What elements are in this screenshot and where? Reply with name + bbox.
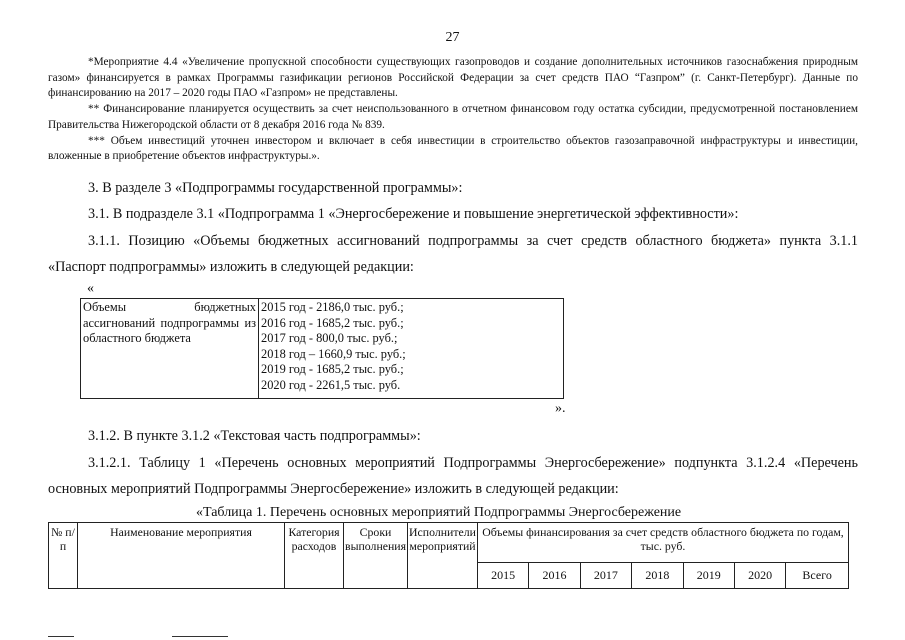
passport-years [259,299,564,399]
footnote-3: *** Объем инвестиций уточнен инвестором и включает в себя инвестиции в строительство объектов газозаправочной инфраструктуры и инвестиции, вложенные в приобретение объектов инфраструктуры.». [48,134,858,163]
passport-year-line: 2016 год - 1685,2 тыс. руб.; [261,315,404,330]
measures-table [48,522,849,589]
paragraph-section-3: 3. В разделе 3 «Подпрограммы государственной программы»: [88,180,463,196]
page-number: 27 [445,30,460,45]
header-year: 2015 [477,563,528,589]
table-continuation-line [172,636,228,637]
paragraph-3-1-2-1-line-2: основных мероприятий Подпрограммы Энергосбережение» изложить в следующей редакции: [48,481,619,497]
paragraph-subsection-3-1: 3.1. В подразделе 3.1 «Подпрограмма 1 «Энергосбережение и повышение энергетической эффективности»: [88,206,739,222]
header-total: Всего [786,563,849,589]
paragraph-3-1-1-line-2: «Паспорт подпрограммы» изложить в следующей редакции: [48,259,414,275]
passport-year-line: 2020 год - 2261,5 тыс. руб. [261,377,401,392]
header-number: № п/п [49,523,78,589]
header-executors: Исполнители мероприятий [408,523,478,589]
passport-year-line: 2017 год - 800,0 тыс. руб.; [261,331,398,345]
passport-year-line: 2019 год - 1685,2 тыс. руб.; [261,362,404,376]
quote-close: ». [555,401,566,416]
passport-year-line: 2015 год - 2186,0 тыс. руб.; [261,300,404,314]
header-terms: Сроки выполнения [344,523,408,589]
header-category: Категория расходов [285,523,344,589]
header-year: 2017 [580,563,631,589]
header-name: Наименование мероприятия [78,523,285,589]
paragraph-3-1-2-1-line-1: 3.1.2.1. Таблицу 1 «Перечень основных мероприятий Подпрограммы Энергосбережение» подпункта 3.1.2.4 «Перечень [88,455,858,471]
header-financing: Объемы финансирования за счет средств областного бюджета по годам, тыс. руб. [477,523,848,563]
passport-table [80,298,564,399]
header-year: 2016 [529,563,580,589]
footnote-1: *Мероприятие 4.4 «Увеличение пропускной способности существующих газопроводов и создание дополнительных источников газоснабжения природным газом» финансируется в рамках Программы газификации регионов Российской Федерации за счет средств ПАО “Газпром” (г. Санкт-Петербург). Данные по финансированию на 2017 – 2020 годы ПАО «Газпром» не представлены. [48,56,858,100]
quote-open: « [87,281,94,296]
header-year: 2019 [683,563,734,589]
passport-year-line: 2018 год – 1660,9 тыс. руб.; [261,346,406,361]
header-year: 2020 [734,563,785,589]
table-continuation-line [48,636,74,637]
paragraph-3-1-1-line-1: 3.1.1. Позицию «Объемы бюджетных ассигнований подпрограммы за счет средств областного бюджета» пункта 3.1.1 [88,233,858,249]
footnotes [48,55,858,165]
table-caption: «Таблица 1. Перечень основных мероприятий Подпрограммы Энергосбережение [196,505,682,520]
footnote-2: ** Финансирование планируется осуществить за счет неиспользованного в отчетном финансовом году остатка субсидии, предусмотренной постановлением Правительства Нижегородской области от 8 декабря 2016 года № 839. [48,103,858,131]
header-year: 2018 [632,563,683,589]
passport-label: Объемы бюджетных ассигнований подпрограммы из областного бюджета [81,299,259,399]
paragraph-3-1-2: 3.1.2. В пункте 3.1.2 «Текстовая часть подпрограммы»: [88,428,421,444]
